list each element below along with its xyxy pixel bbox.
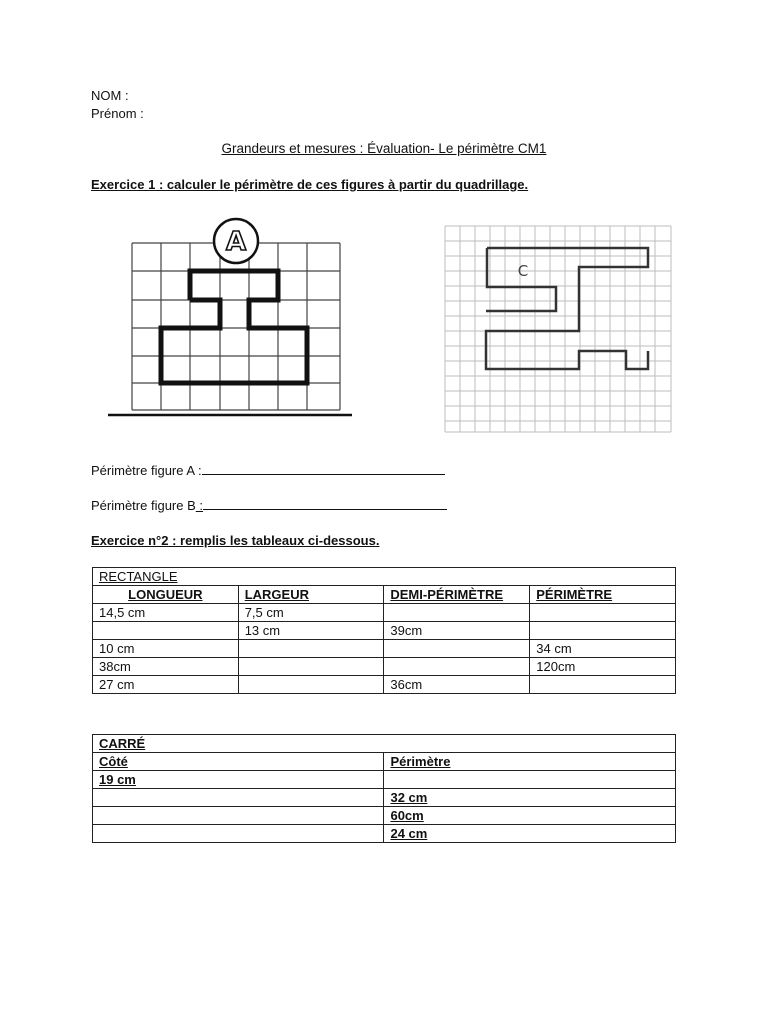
table-cell: 24 cm <box>384 825 676 843</box>
table-row <box>93 825 676 843</box>
table-cell[interactable] <box>530 622 676 640</box>
square-table-title: CARRÉ <box>93 735 676 753</box>
answer-a-row <box>91 462 445 479</box>
table-cell: 34 cm <box>530 640 676 658</box>
square-table <box>92 734 676 843</box>
table-cell: 10 cm <box>93 640 239 658</box>
answer-b-label: Périmètre figure B <box>91 498 196 513</box>
table-cell: 14,5 cm <box>93 604 239 622</box>
prenom-label: Prénom : <box>91 106 144 121</box>
table-cell: 120cm <box>530 658 676 676</box>
table-cell: 60cm <box>384 807 676 825</box>
table-cell: 19 cm <box>93 771 384 789</box>
page-title: Grandeurs et mesures : Évaluation- Le périmètre CM1 <box>221 141 547 156</box>
table-cell[interactable] <box>238 676 384 694</box>
table-cell: 7,5 cm <box>238 604 384 622</box>
table-cell: 38cm <box>93 658 239 676</box>
rect-header-largeur: LARGEUR <box>238 586 384 604</box>
exercise1-heading: Exercice 1 : calculer le périmètre de ces figures à partir du quadrillage. <box>91 177 529 192</box>
table-cell: 27 cm <box>93 676 239 694</box>
square-header-perimetre: Périmètre <box>384 753 676 771</box>
table-row <box>93 789 676 807</box>
figure-a-grid <box>100 216 360 422</box>
exercise2-heading: Exercice n°2 : remplis les tableaux ci-dessous. <box>91 533 380 548</box>
table-cell: 39cm <box>384 622 530 640</box>
table-cell[interactable] <box>238 640 384 658</box>
table-row <box>93 676 676 694</box>
table-cell[interactable] <box>530 676 676 694</box>
table-cell[interactable] <box>238 658 384 676</box>
table-cell[interactable] <box>93 622 239 640</box>
answer-b-row <box>91 497 447 514</box>
table-cell: 13 cm <box>238 622 384 640</box>
table-cell: 32 cm <box>384 789 676 807</box>
table-cell[interactable] <box>93 825 384 843</box>
table-row <box>93 604 676 622</box>
table-cell[interactable] <box>530 604 676 622</box>
rectangle-table-title: RECTANGLE <box>93 568 676 586</box>
figure-c-grid <box>443 224 673 434</box>
table-row <box>93 771 676 789</box>
rectangle-table <box>92 567 676 694</box>
answer-b-blank[interactable] <box>203 497 447 510</box>
figure-c-letter: C <box>517 262 529 280</box>
rect-header-longueur: LONGUEUR <box>93 586 239 604</box>
answer-a-blank[interactable] <box>202 462 445 475</box>
nom-label: NOM : <box>91 88 129 103</box>
rect-header-perimetre: PÉRIMÈTRE <box>530 586 676 604</box>
table-cell[interactable] <box>384 658 530 676</box>
table-row <box>93 640 676 658</box>
table-cell: 36cm <box>384 676 530 694</box>
table-row <box>93 658 676 676</box>
answer-a-label: Périmètre figure A : <box>91 463 202 478</box>
table-row <box>93 807 676 825</box>
table-cell[interactable] <box>384 771 676 789</box>
table-row <box>93 622 676 640</box>
table-cell[interactable] <box>93 807 384 825</box>
figure-a-letter: A <box>225 227 247 257</box>
square-header-cote: Côté <box>93 753 384 771</box>
table-cell[interactable] <box>384 604 530 622</box>
table-cell[interactable] <box>93 789 384 807</box>
rect-header-demi-perimetre: DEMI-PÉRIMÈTRE <box>384 586 530 604</box>
table-cell[interactable] <box>384 640 530 658</box>
answer-b-colon: : <box>195 498 203 513</box>
